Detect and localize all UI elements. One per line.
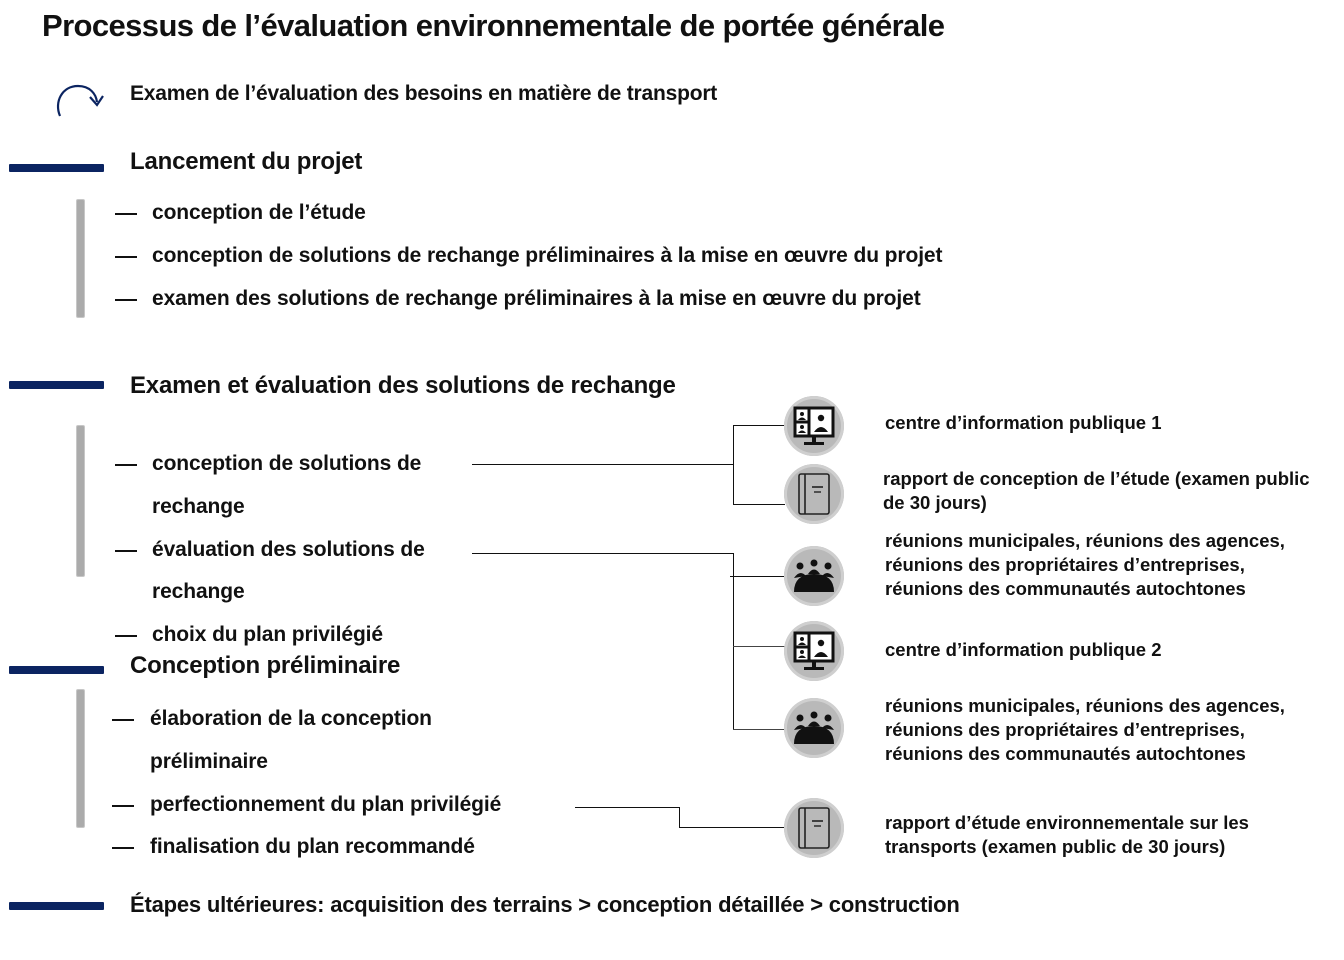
connector-line [730,576,785,577]
step-item: conception de solutions de [152,452,422,475]
book-report-icon [784,798,844,858]
video-conference-monitor-icon [784,396,844,456]
connector-line [575,807,680,808]
phase-marker-bar [9,666,104,674]
connector-line [472,464,733,465]
connector-line [733,504,785,505]
step-item: élaboration de la conception [150,707,432,730]
phase-title-examen: Examen et évaluation des solutions de rechange [130,372,676,399]
step-dash [115,464,137,466]
connector-line [733,729,785,730]
circular-arrow-icon [52,80,104,120]
step-dash [115,550,137,552]
step-item: conception de solutions de rechange préliminaires à la mise en œuvre du projet [152,244,943,267]
video-conference-monitor-icon [784,621,844,681]
connector-line [679,827,785,828]
step-item: perfectionnement du plan privilégié [150,793,502,816]
step-item: évaluation des solutions de [152,538,425,561]
step-item-continued: préliminaire [150,750,268,773]
output-label: rapport de conception de l’étude (examen public de 30 jours) [883,468,1310,513]
phase-marker-bar [9,164,104,172]
step-item-continued: rechange [152,580,245,603]
phase-title-lancement: Lancement du projet [130,148,363,175]
step-item: examen des solutions de rechange préliminaires à la mise en œuvre du projet [152,287,921,310]
connector-line [733,425,785,426]
page-title: Processus de l’évaluation environnementale de portée générale [42,8,945,43]
step-item: finalisation du plan recommandé [150,835,475,858]
phase-title-etapes-ulterieures: Étapes ultérieures: acquisition des terrains > conception détaillée > construction [130,892,960,917]
step-item: choix du plan privilégié [152,623,383,646]
step-item: conception de l’étude [152,201,366,224]
connector-line [733,425,734,505]
phase-marker-bar [9,381,104,389]
step-dash [112,805,134,807]
connector-line [472,553,733,554]
step-dash [115,299,137,301]
phase-title-conception: Conception préliminaire [130,652,401,679]
phase-marker-bar [9,902,104,910]
output-label: rapport d’étude environnementale sur les transports (examen public de 30 jours) [885,812,1249,857]
output-label: réunions municipales, réunions des agences, réunions des propriétaires d’entreprises, réunions des communautés autochtones [885,695,1285,764]
phase-steps-bar [76,199,85,318]
step-item-continued: rechange [152,495,245,518]
output-label: réunions municipales, réunions des agences, réunions des propriétaires d’entreprises, réunions des communautés autochtones [885,530,1285,599]
step-dash [112,847,134,849]
phase-steps-bar [76,689,85,828]
meeting-group-icon [784,698,844,758]
meeting-group-icon [784,546,844,606]
phase-steps-bar [76,425,85,577]
step-dash [112,719,134,721]
connector-line [679,807,680,828]
connector-line [733,646,785,647]
step-dash [115,256,137,258]
connector-line [733,553,734,729]
output-label: centre d’information publique 1 [885,412,1162,433]
book-report-icon [784,464,844,524]
intro-label: Examen de l’évaluation des besoins en matière de transport [130,82,718,105]
step-dash [115,635,137,637]
output-label: centre d’information publique 2 [885,639,1162,660]
step-dash [115,213,137,215]
